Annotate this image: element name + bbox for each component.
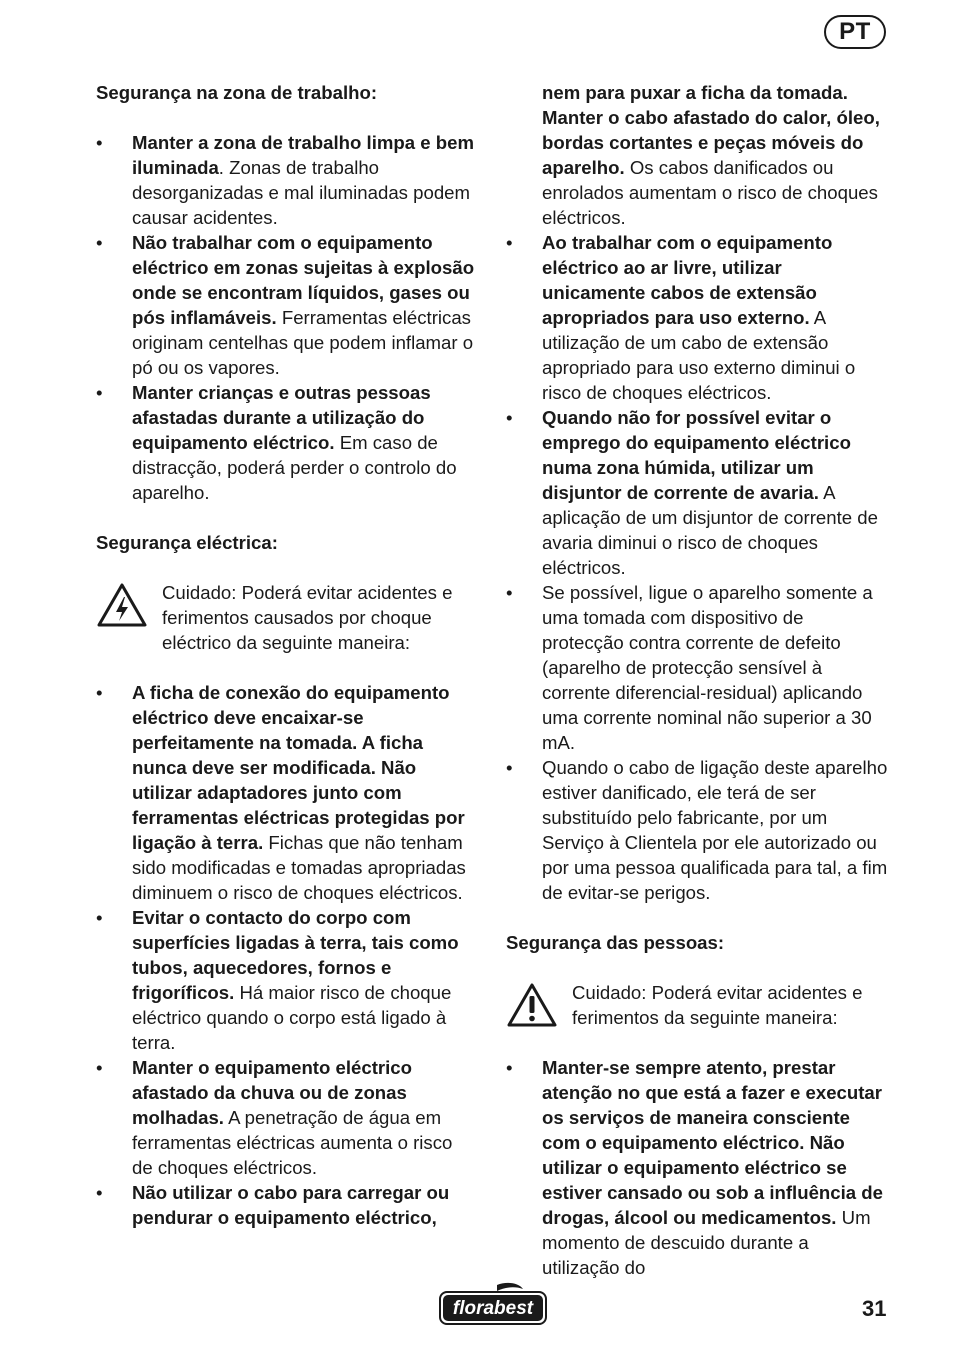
language-badge: PT [824, 15, 886, 49]
bullet: • [96, 1182, 103, 1203]
bullet: • [506, 232, 513, 253]
bullet: • [506, 582, 513, 603]
bullet: • [96, 382, 103, 403]
electrical-list-continued [506, 80, 890, 905]
list-item [96, 380, 476, 505]
item-bold: Manter o equipamento eléctrico afastado da chuva ou de zonas molhadas. [132, 1057, 412, 1128]
item-text: Ferramentas eléctricas originam centelhas que podem inflamar o pó ou os vapores. [132, 307, 474, 378]
bullet: • [96, 1057, 103, 1078]
list-item [96, 230, 476, 380]
exclamation-warning-icon [506, 982, 558, 1028]
item-bold: Ao trabalhar com o equipamento eléctrico ao ar livre, utilizar unicamente cabos de extensão apropriados para uso externo. [542, 232, 833, 328]
item-text: Há maior risco de choque eléctrico quando o corpo está ligado à terra. [132, 982, 452, 1053]
logo-text: florabest [452, 1298, 534, 1319]
item-bold: Manter-se sempre atento, prestar atenção no que está a fazer e executar os serviços de maneira consciente com o equipamento eléctrico. Não utilizar o equipamento eléctrico se estiver cansado ou sob a influência de drogas, álcool ou medicamentos. [542, 1057, 883, 1228]
left-column [96, 80, 476, 1230]
item-text: . Zonas de trabalho desorganizadas e mal iluminadas podem causar acidentes. [132, 157, 470, 228]
list-item [506, 755, 890, 905]
list-item [96, 905, 476, 1055]
item-text: Em caso de distracção, poderá perder o controlo do aparelho. [132, 432, 457, 503]
list-item [506, 580, 890, 755]
item-bold: Não utilizar o cabo para carregar ou pendurar o equipamento eléctrico, [132, 1182, 450, 1228]
bullet: • [96, 682, 103, 703]
item-bold: Evitar o contacto do corpo com superfícies ligadas à terra, tais como tubos, aquecedores, fornos e frigoríficos. [132, 907, 459, 1003]
bullet: • [506, 407, 513, 428]
item-text: Os cabos danificados ou enrolados aumentam o risco de choques eléctricos. [542, 157, 878, 228]
item-text: Um momento de descuido durante a utilização do [542, 1207, 871, 1278]
list-item [506, 1055, 890, 1280]
page-number: 31 [862, 1296, 887, 1321]
item-text: A utilização de um cabo de extensão apropriado para uso externo diminui o risco de choques eléctricos. [542, 307, 856, 403]
list-item [96, 1055, 476, 1180]
right-column [506, 80, 890, 1280]
item-bold: A ficha de conexão do equipamento eléctrico deve encaixar-se perfeitamente na tomada. A ficha nunca deve ser modificada. Não utilizar adaptadores junto com ferramentas eléctricas protegidas por ligação à terra. [132, 682, 465, 853]
item-text: A penetração de água em ferramentas eléctricas aumenta o risco de choques eléctricos. [132, 1107, 453, 1178]
caution-text: Cuidado: Poderá evitar acidentes e ferimentos causados por choque eléctrico da seguinte maneira: [162, 582, 453, 653]
item-bold: Quando não for possível evitar o emprego do equipamento eléctrico numa zona húmida, utilizar um disjuntor de corrente de avaria. [542, 407, 851, 503]
bullet: • [96, 232, 103, 253]
bullet: • [506, 757, 513, 778]
item-bold: nem para puxar a ficha da tomada. Manter o cabo afastado do calor, óleo, bordas cortantes e peças móveis do aparelho. [542, 82, 880, 178]
section-heading-work-area: Segurança na zona de trabalho: [96, 82, 378, 103]
caution-text: Cuidado: Poderá evitar acidentes e ferimentos da seguinte maneira: [572, 982, 863, 1028]
item-text: Quando o cabo de ligação deste aparelho estiver danificado, ele terá de ser substituído pelo fabricante, por um Serviço à Clientela por ele autorizado ou por uma pessoa qualificada para tal, a fim de evitar-se perigos. [542, 757, 888, 903]
bullet: • [506, 1057, 513, 1078]
item-bold: Manter a zona de trabalho limpa e bem iluminada [132, 132, 474, 178]
item-text: A aplicação de um disjuntor de corrente de avaria diminui o risco de choques eléctricos. [542, 482, 878, 578]
list-item [506, 230, 890, 405]
list-item [96, 1180, 476, 1230]
electric-hazard-icon [96, 582, 148, 628]
item-bold: Não trabalhar com o equipamento eléctrico em zonas sujeitas à explosão onde se encontram líquidos, gases ou pós inflamáveis. [132, 232, 475, 328]
persons-list [506, 1055, 890, 1280]
list-item [96, 680, 476, 905]
caution-box-persons [506, 980, 890, 1030]
work-area-list [96, 130, 476, 505]
list-item [96, 130, 476, 230]
list-item-continued [506, 80, 890, 230]
caution-box-electrical [96, 580, 476, 655]
section-heading-electrical: Segurança eléctrica: [96, 532, 278, 553]
item-text: Fichas que não tenham sido modificadas e tomadas apropriadas diminuem o risco de choques eléctricos. [132, 832, 466, 903]
bullet: • [96, 132, 103, 153]
florabest-logo [437, 1281, 549, 1327]
item-bold: Manter crianças e outras pessoas afastadas durante a utilização do equipamento eléctrico. [132, 382, 431, 453]
section-heading-persons: Segurança das pessoas: [506, 932, 725, 953]
list-item [506, 405, 890, 580]
item-text: Se possível, ligue o aparelho somente a uma tomada com dispositivo de protecção contra corrente de defeito (aparelho de protecção sensível à corrente diferencial-residual) aplicando uma corrente nominal não superior a 30 mA. [542, 582, 873, 753]
electrical-list [96, 680, 476, 1230]
bullet: • [96, 907, 103, 928]
